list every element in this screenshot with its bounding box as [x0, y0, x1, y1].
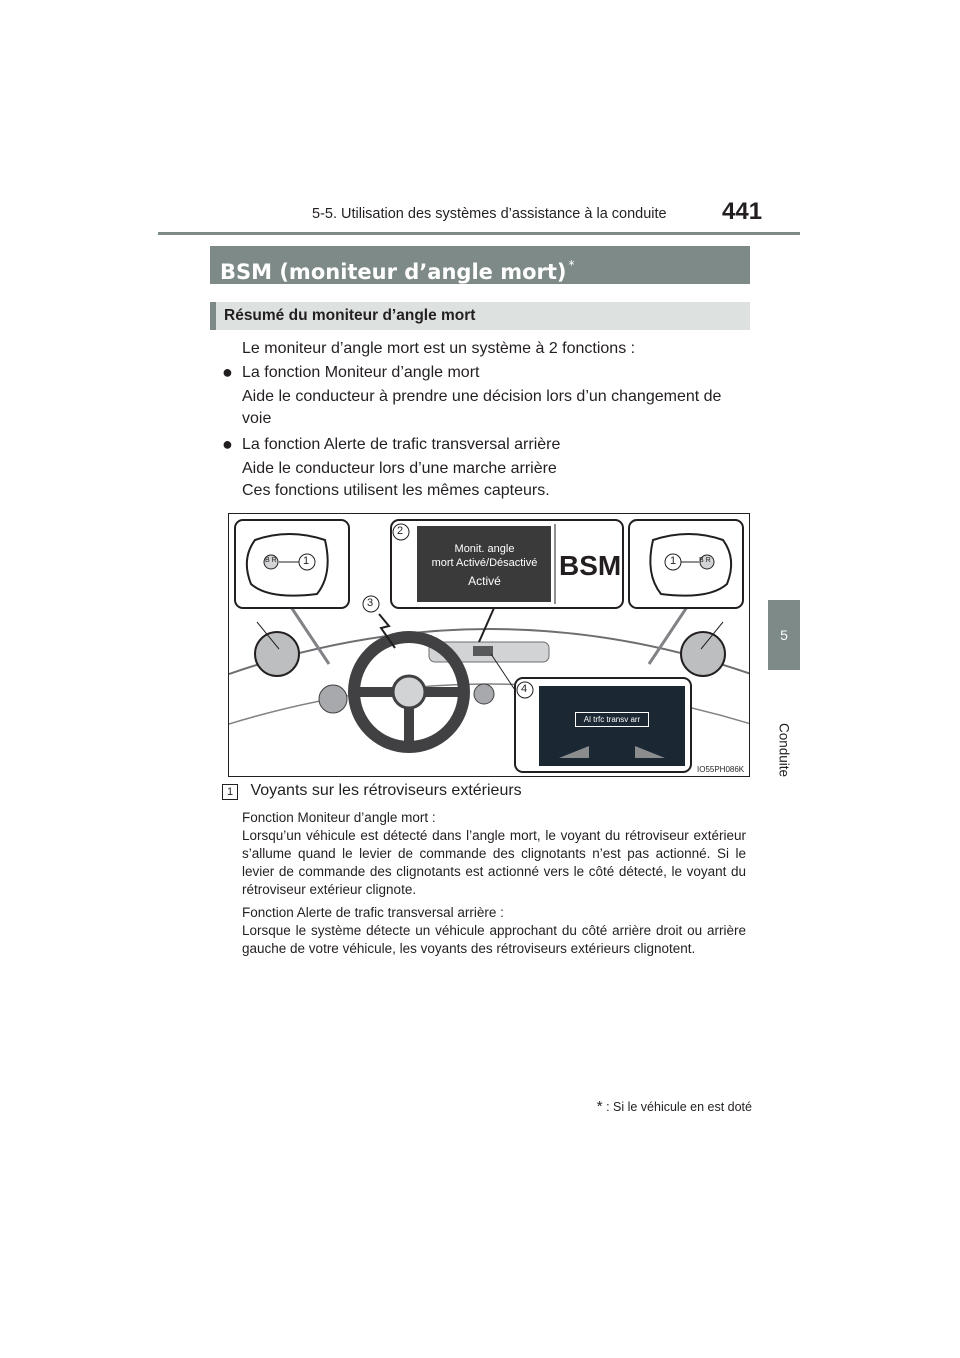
screen2-line2: mort Activé/Désactivé — [431, 557, 538, 569]
bullet-list — [222, 362, 752, 480]
p2-title: Fonction Alerte de trafic transversal arrière : — [242, 905, 504, 920]
callout-2: 2 — [397, 525, 404, 537]
callout-1-right: 1 — [670, 555, 677, 567]
item1-paragraph-2 — [242, 904, 746, 958]
callout-3: 3 — [367, 597, 374, 609]
footnote-text: : Si le véhicule en est doté — [606, 1100, 752, 1114]
item-number: 1 — [222, 784, 238, 800]
bullet-title: La fonction Moniteur d’angle mort — [242, 364, 480, 381]
screen4-label: Al trfc transv arr — [575, 712, 649, 727]
bullet-icon: ● — [222, 362, 233, 382]
mirror-letters-right: B R — [699, 557, 711, 564]
subsection-title: Résumé du moniteur d’angle mort — [210, 302, 750, 330]
bullet-icon: ● — [222, 434, 233, 454]
p2-text: Lorsque le système détecte un véhicule approchant du côté arrière droit ou arrière gauche de votre véhicule, les voyants des rétroviseurs extérieurs clignotent. — [242, 923, 746, 956]
section-title-text: BSM (moniteur d’angle mort) — [220, 260, 567, 284]
chapter-label-text: Conduite — [776, 722, 792, 778]
figure-code: IO55PH086K — [697, 765, 745, 774]
chapter-tab: 5 — [768, 600, 800, 670]
mirror-letters-left: B R — [265, 557, 277, 564]
item1-heading — [222, 780, 752, 802]
header-title: 5-5. Utilisation des systèmes d’assistance à la conduite — [312, 206, 667, 222]
summary-text: Ces fonctions utilisent les mêmes capteurs. — [242, 482, 550, 499]
page-number: 441 — [722, 198, 763, 225]
item1-paragraph-1 — [242, 809, 746, 899]
section-title — [210, 246, 750, 284]
bullet-desc: Aide le conducteur à prendre une décision lors d’un changement de voie — [242, 388, 722, 427]
bsm-label: BSM — [559, 550, 622, 581]
bullet-desc: Aide le conducteur lors d’une marche arrière — [242, 460, 557, 477]
list-item — [222, 362, 752, 430]
bullet-title: La fonction Alerte de trafic transversal arrière — [242, 436, 561, 453]
intro-text: Le moniteur d’angle mort est un système à 2 fonctions : — [242, 340, 636, 357]
list-item — [222, 434, 752, 480]
screen2-text — [422, 542, 547, 588]
p1-title: Fonction Moniteur d’angle mort : — [242, 810, 436, 825]
item-title: Voyants sur les rétroviseurs extérieurs — [250, 782, 522, 799]
screen2-line3: Activé — [468, 574, 501, 588]
bsm-illustration — [228, 513, 750, 777]
chapter-label — [760, 705, 808, 795]
footnote-marker: * — [596, 1098, 603, 1115]
section-marker: * — [568, 258, 575, 272]
screen2-line1: Monit. angle — [454, 543, 515, 555]
callout-1-left: 1 — [303, 555, 310, 567]
header-rule — [158, 232, 800, 235]
footnote — [576, 1098, 752, 1115]
callout-4: 4 — [521, 683, 528, 695]
p1-text: Lorsqu’un véhicule est détecté dans l’angle mort, le voyant du rétroviseur extérieur s’allume quand le levier de commande des clignotants n’est pas actionné. Si le levier de commande des clignotants est actionné vers le côté détecté, le voyant du rétroviseur extérieur clignote. — [242, 828, 746, 897]
